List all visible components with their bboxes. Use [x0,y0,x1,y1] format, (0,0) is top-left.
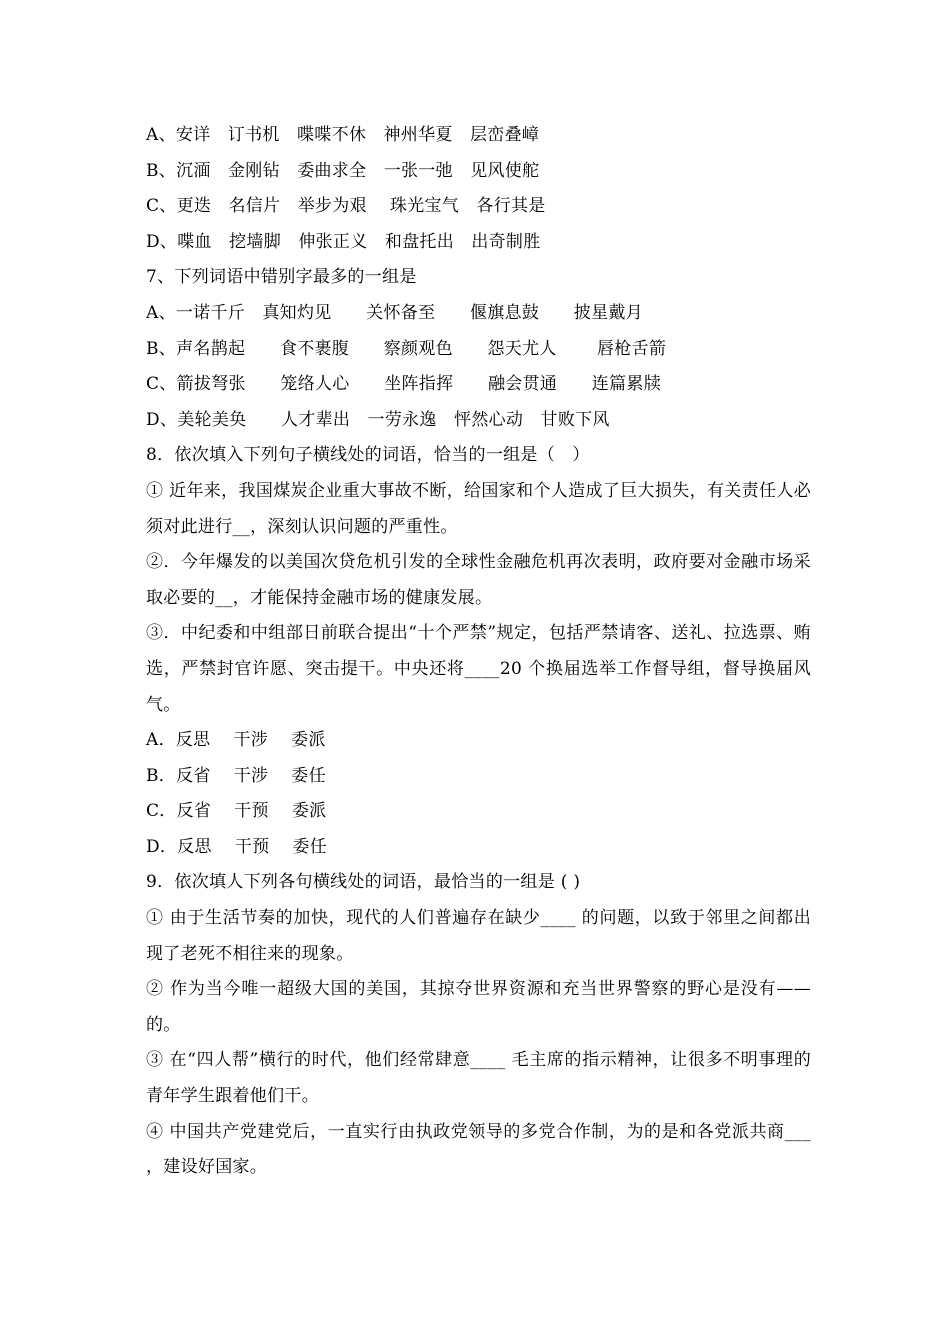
page-content [146,118,811,1186]
q8-option-c: C．反省 干预 委派 [146,801,327,822]
q8-stem: 8．依次填入下列句子横线处的词语，恰当的一组是（ ） [146,445,590,466]
q6-option-d: D、喋血 挖墙脚 伸张正义 和盘托出 出奇制胜 [146,231,541,252]
q8-option-d: D．反思 干预 委任 [146,836,328,857]
q7-option-b: B、声名鹊起 食不裹腹 察颜观色 怨天尤人 唇枪舌箭 [146,338,667,359]
q7-option-a: A、一诺千斤 真知灼见 关怀备至 偃旗息鼓 披星戴月 [146,302,643,323]
q9-sentence-2: ② 作为当今唯一超级大国的美国，其掠夺世界资源和充当世界警察的野心是没有——的。 [146,979,811,1035]
q9-stem: 9．依次填人下列各句横线处的词语，最恰当的一组是 ( ) [146,872,581,893]
q9-sentence-3: ③ 在“四人帮”横行的时代，他们经常肆意____ 毛主席的指示精神，让很多不明事理的青年学生跟着他们干。 [146,1050,811,1107]
q8-option-b: B．反省 干涉 委任 [146,765,326,786]
q9-sentence-4: ④ 中国共产党建党后，一直实行由执政党领导的多党合作制，为的是和各党派共商___ ，建设好国家。 [146,1121,811,1178]
q6-option-b: B、沉湎 金刚钻 委曲求全 一张一弛 见风使舵 [146,160,540,181]
q7-option-d: D、美轮美奂 人才辈出 一劳永逸 怦然心动 甘败下风 [146,409,610,430]
q8-sentence-1: ① 近年来，我国煤炭企业重大事故不断，给国家和个人造成了巨大损失，有关责任人必须对此进行__，深刻认识问题的严重性。 [146,480,811,537]
q9-sentence-1: ① 由于生活节奏的加快，现代的人们普遍存在缺少____ 的问题，以致于邻里之间都出现了老死不相往来的现象。 [146,908,811,964]
q6-option-c: C、更迭 名信片 举步为艰 珠光宝气 各行其是 [146,196,546,217]
q8-option-a: A．反思 干涉 委派 [146,730,326,751]
q6-option-a: A、安详 订书机 喋喋不休 神州华夏 层峦叠嶂 [146,125,540,145]
q8-sentence-2: ②．今年爆发的以美国次贷危机引发的全球性金融危机再次表明，政府要对金融市场采取必要的__，才能保持金融市场的健康发展。 [146,552,811,608]
q7-option-c: C、箭拔弩张 笼络人心 坐阵指挥 融会贯通 连篇累牍 [146,374,662,395]
q8-sentence-3: ③．中纪委和中组部日前联合提出“十个严禁”规定，包括严禁请客、送礼、拉选票、贿选，严禁封官许愿、突击提干。中央还将____20 个换届选举工作督导组，督导换届风气。 [146,623,811,715]
q7-stem: 7、下列词语中错别字最多的一组是 [146,267,417,288]
